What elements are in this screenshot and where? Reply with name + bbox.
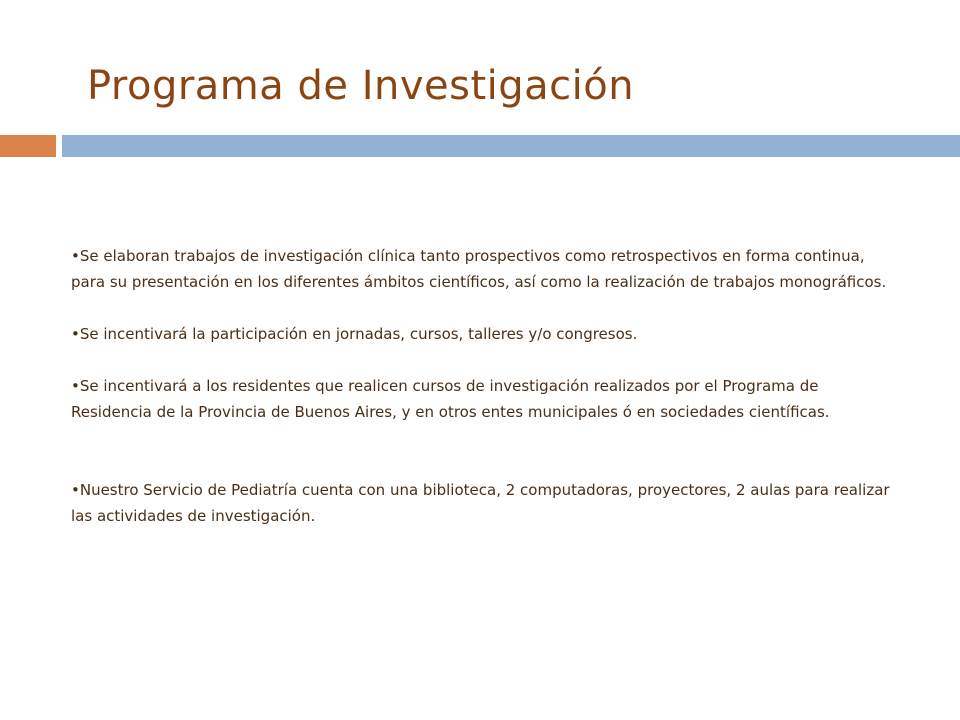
paragraph-spacer	[71, 347, 901, 373]
bullet-item: •Se incentivará la participación en jornadas, cursos, talleres y/o congresos.	[71, 325, 638, 343]
bullet-item: •Se elaboran trabajos de investigación clínica tanto prospectivos como retrospectivos en forma continua, para su presentación en los diferentes ámbitos científicos, así como la realización de trabajos monográficos.	[71, 247, 887, 291]
paragraph-spacer	[71, 295, 901, 321]
bullet-list	[71, 243, 901, 529]
bullet-item: •Nuestro Servicio de Pediatría cuenta con una biblioteca, 2 computadoras, proyectores, 2 aulas para realizar las actividades de investigación.	[71, 481, 890, 525]
slide-title: Programa de Investigación	[87, 63, 635, 109]
bullet-item: •Se incentivará a los residentes que realicen cursos de investigación realizados por el Programa de Residencia de la Provincia de Buenos Aires, y en otros entes municipales ó en sociedades científicas.	[71, 377, 830, 421]
paragraph-spacer	[71, 425, 901, 477]
title-accent-bar-orange	[0, 135, 56, 157]
title-accent-bar-blue	[62, 135, 960, 157]
